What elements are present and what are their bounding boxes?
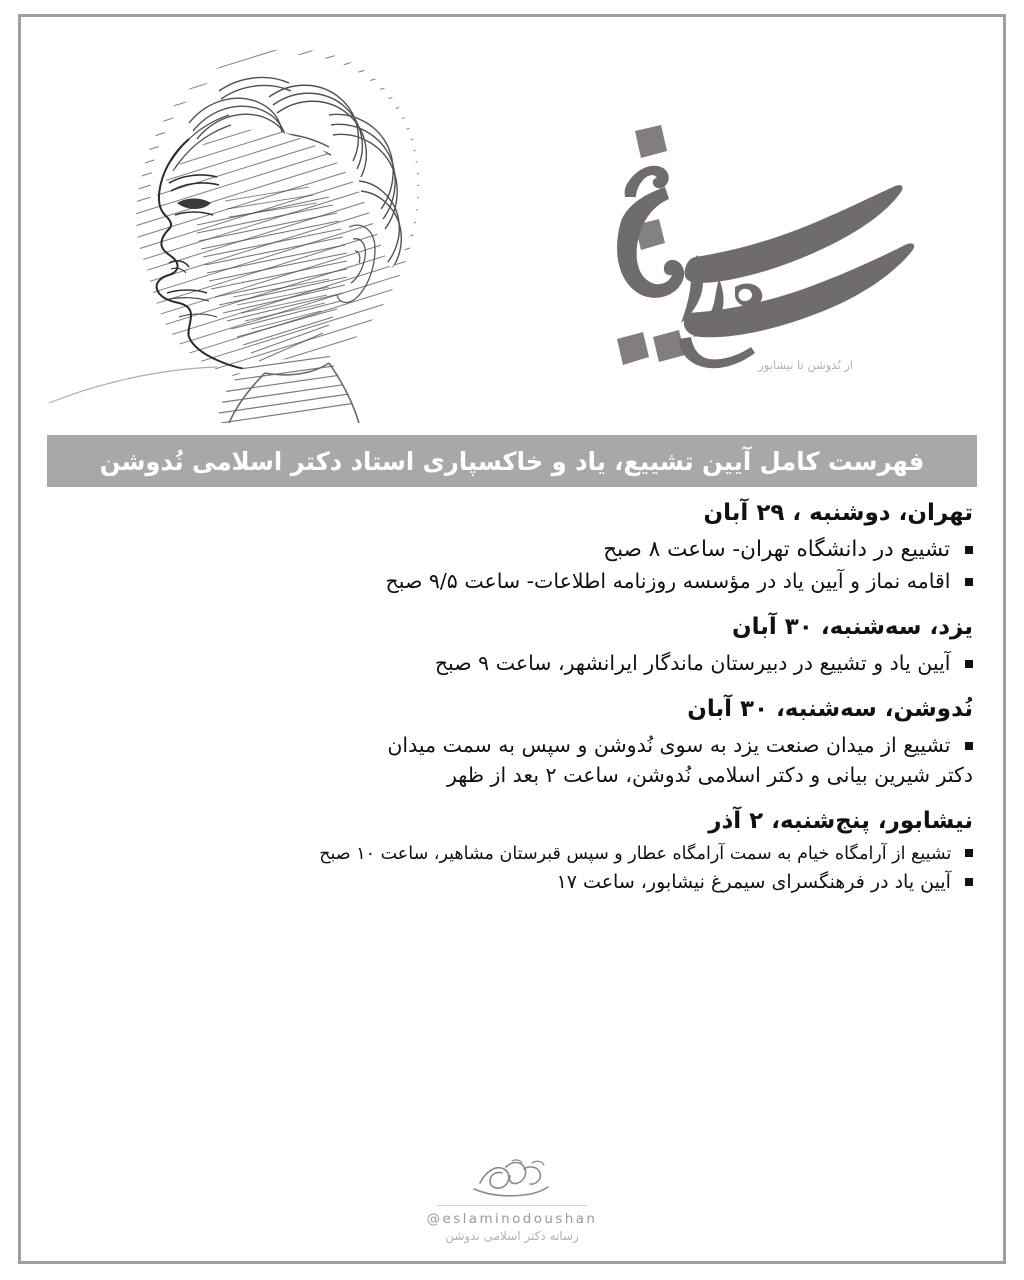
list-item xyxy=(43,566,981,596)
bullet-square-icon xyxy=(965,546,973,554)
schedule-section-neyshabur xyxy=(43,807,981,896)
section-items xyxy=(43,730,981,791)
list-item-label: تشییع از میدان صنعت یزد به سوی نُدوشن و سپس به سمت میدان xyxy=(387,732,951,757)
signature-mark xyxy=(466,1157,558,1201)
schedule-section-nodoushan xyxy=(43,695,981,790)
section-heading: نُدوشن، سه‌شنبه، ۳۰ آبان xyxy=(687,695,973,722)
section-heading: یزد، سه‌شنبه، ۳۰ آبان xyxy=(731,613,973,640)
bullet-square-icon xyxy=(965,742,973,750)
poster-frame xyxy=(18,14,1006,1264)
schedule-section-yazd xyxy=(43,613,981,678)
section-items xyxy=(43,842,981,896)
section-heading: نیشابور، پنج‌شنبه، ۲ آذر xyxy=(708,808,973,835)
banner-bar xyxy=(47,435,977,487)
list-item-label: اقامه نماز و آیین یاد در مؤسسه روزنامه اطلاعات- ساعت ۹/۵ صبح xyxy=(385,568,951,593)
list-item-label: دکتر شیرین بیانی و دکتر اسلامی نُدوشن، ساعت ۲ بعد از ظهر xyxy=(446,763,973,788)
bullet-square-icon xyxy=(965,849,973,857)
list-item xyxy=(43,534,981,566)
list-item xyxy=(43,842,981,868)
bullet-square-icon xyxy=(965,878,973,886)
portrait-illustration xyxy=(29,14,461,423)
section-items xyxy=(43,648,981,678)
simorgh-logo xyxy=(595,109,925,374)
social-handle[interactable]: @eslaminodoushan xyxy=(426,1211,598,1227)
logo-tagline: از نُدوشن تا نیشابور xyxy=(758,358,853,372)
list-item xyxy=(43,730,981,760)
list-item-label: تشییع از آرامگاه خیام به سمت آرامگاه عطار و سپس قبرستان مشاهیر، ساعت ۱۰ صبح xyxy=(319,844,952,865)
list-item xyxy=(43,648,981,678)
list-item-label: آیین یاد و تشییع در دبیرستان ماندگار ایرانشهر، ساعت ۹ صبح xyxy=(434,650,951,675)
schedule-section-tehran xyxy=(43,499,981,596)
schedule-list xyxy=(43,499,981,1121)
list-item xyxy=(43,868,981,896)
footer-divider xyxy=(437,1205,587,1206)
footer-subtitle: رسانه دکتر اسلامی ندوشن xyxy=(445,1229,579,1243)
list-item-label: آیین یاد در فرهنگسرای سیمرغ نیشابور، ساعت ۱۷ xyxy=(556,871,951,894)
bullet-square-icon xyxy=(965,660,973,668)
list-item xyxy=(43,760,981,790)
poster-header-area xyxy=(21,17,1003,435)
bullet-square-icon xyxy=(965,578,973,586)
banner-title: فهرست کامل آیین تشییع، یاد و خاکسپاری استاد دکتر اسلامی نُدوشن xyxy=(99,446,925,476)
poster-footer xyxy=(21,1157,1003,1243)
section-heading: تهران، دوشنبه ، ۲۹ آبان xyxy=(703,500,973,526)
list-item-label: تشییع در دانشگاه تهران- ساعت ۸ صبح xyxy=(603,536,951,562)
section-items xyxy=(43,534,981,596)
